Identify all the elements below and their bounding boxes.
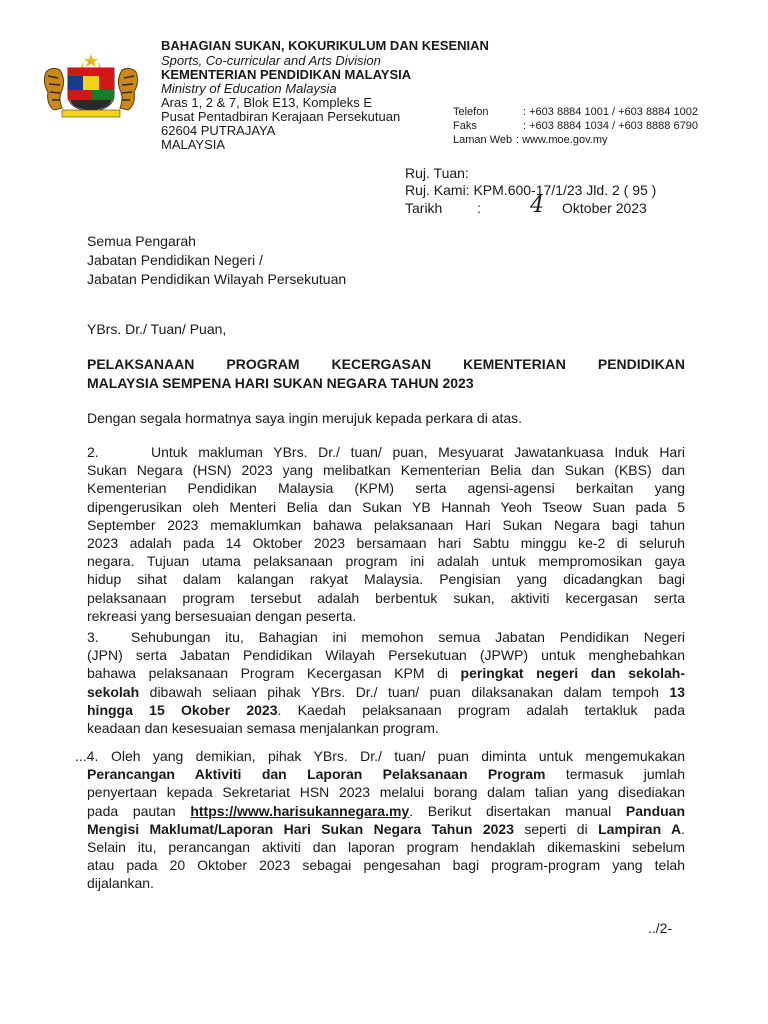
paragraph-4: ...4. Oleh yang demikian, pihak YBrs. Dr./ tuan/ puan diminta untuk mengemukakan Perancangan Aktiviti dan Laporan Pelaksanaan Program termasuk jumlah penyertaan kepada Sekretariat HSN 2023 melalui borang dalam talian yang disediakan pada pautan https://www.harisukannegara.my. Berikut disertakan manual Panduan Mengisi Maklumat/Laporan Hari Sukan Negara Tahun 2023 seperti di Lampiran A. Selain itu, perancangan aktiviti dan laporan program hendaklah dikemaskini sebelum atau pada 20 Oktober 2023 sebagai pengesahan bagi program-program yang telah dijalankan.	[75, 748, 686, 892]
website-value[interactable]: : www.moe.gov.my	[516, 134, 608, 146]
phone-value: : +603 8884 1001 / +603 8884 1002	[523, 106, 698, 118]
website-label: Laman Web	[453, 134, 513, 146]
fax-value: : +603 8884 1034 / +603 8888 6790	[523, 120, 698, 132]
address-line-4: MALAYSIA	[161, 137, 226, 152]
para2-number: 2.	[87, 444, 99, 460]
address-line-3: 62604 PUTRAJAYA	[161, 123, 276, 138]
date-colon: :	[477, 200, 481, 216]
date-day-handwritten: 4	[530, 193, 544, 218]
para4-number: ...4.	[75, 748, 99, 764]
date-label: Tarikh	[405, 200, 443, 216]
date-month-year: Oktober 2023	[562, 200, 647, 216]
phone-label: Telefon	[453, 106, 489, 118]
intro-paragraph: Dengan segala hormatnya saya ingin merujuk kepada perkara di atas.	[87, 410, 523, 426]
recipient-line-2: Jabatan Pendidikan Negeri /	[87, 252, 263, 268]
our-reference: Ruj. Kami: KPM.600-17/1/23 Jld. 2 ( 95 )	[405, 182, 657, 198]
recipient-line-3: Jabatan Pendidikan Wilayah Persekutuan	[87, 271, 347, 287]
division-name: BAHAGIAN SUKAN, KOKURIKULUM DAN KESENIAN	[161, 38, 489, 53]
paragraph-2: 2. Untuk makluman YBrs. Dr./ tuan/ puan, Mesyuarat Jawatankuasa Induk Hari Sukan Negara (HSN) 2023 yang melibatkan Kementerian Belia dan Sukan (KBS) dan Kementerian Pendidikan Malaysia (KPM) serta agensi-agensi berkaitan yang dipengerusikan oleh Menteri Belia dan Sukan YB Hannah Yeoh Tseow Suan pada 5 September 2023 memaklumkan bahawa pelaksanaan Hari Sukan Negara bagi tahun 2023 adalah pada 14 Oktober 2023 bersamaan hari Sabtu minggu ke-2 di seluruh negara. Tujuan utama pelaksanaan program ini adalah untuk mempromosikan gaya hidup sihat dalam kalangan rakyat Malaysia. Pengisian yang dicadangkan bagi pelaksanaan program tersebut adalah berbentuk sukan, aktiviti kecergasan serta rekreasi yang bersesuaian dengan peserta.	[87, 444, 685, 624]
fax-label: Faks	[453, 120, 477, 132]
harisukannegara-link[interactable]: https://www.harisukannegara.my	[190, 802, 410, 819]
next-page-marker: ../2-	[648, 920, 673, 936]
para3-number: 3.	[87, 629, 99, 645]
recipient-line-1: Semua Pengarah	[87, 233, 196, 249]
ministry-name-english: Ministry of Education Malaysia	[161, 81, 337, 96]
salutation: YBrs. Dr./ Tuan/ Puan,	[87, 321, 227, 337]
paragraph-3: 3. Sehubungan itu, Bahagian ini memohon semua Jabatan Pendidikan Negeri (JPN) serta Jabatan Pendidikan Wilayah Persekutuan (JPWP) untuk menghebahkan bahawa pelaksanaan Program Kecergasan KPM di peringkat negeri dan sekolah- sekolah dibawah seliaan pihak YBrs. Dr./ tuan/ puan dilaksanakan dalam tempoh 13 hingga 15 Okober 2023. Kaedah pelaksanaan program adalah tertakluk pada keadaan dan kesesuaian semasa menjalankan program.	[87, 629, 685, 737]
address-line-2: Pusat Pentadbiran Kerajaan Persekutuan	[161, 109, 401, 124]
address-line-1: Aras 1, 2 & 7, Blok E13, Kompleks E	[161, 95, 372, 110]
division-name-english: Sports, Co-curricular and Arts Division	[161, 53, 381, 68]
letter-subject	[87, 355, 685, 393]
your-reference: Ruj. Tuan:	[405, 165, 469, 181]
subject-line-2: MALAYSIA SEMPENA HARI SUKAN NEGARA TAHUN 2023	[87, 375, 474, 391]
ministry-crest-logo	[40, 52, 142, 118]
ministry-name: KEMENTERIAN PENDIDIKAN MALAYSIA	[161, 67, 412, 82]
subject-line-1: PELAKSANAAN PROGRAM KECERGASAN KEMENTERIAN PENDIDIKAN	[87, 356, 685, 372]
